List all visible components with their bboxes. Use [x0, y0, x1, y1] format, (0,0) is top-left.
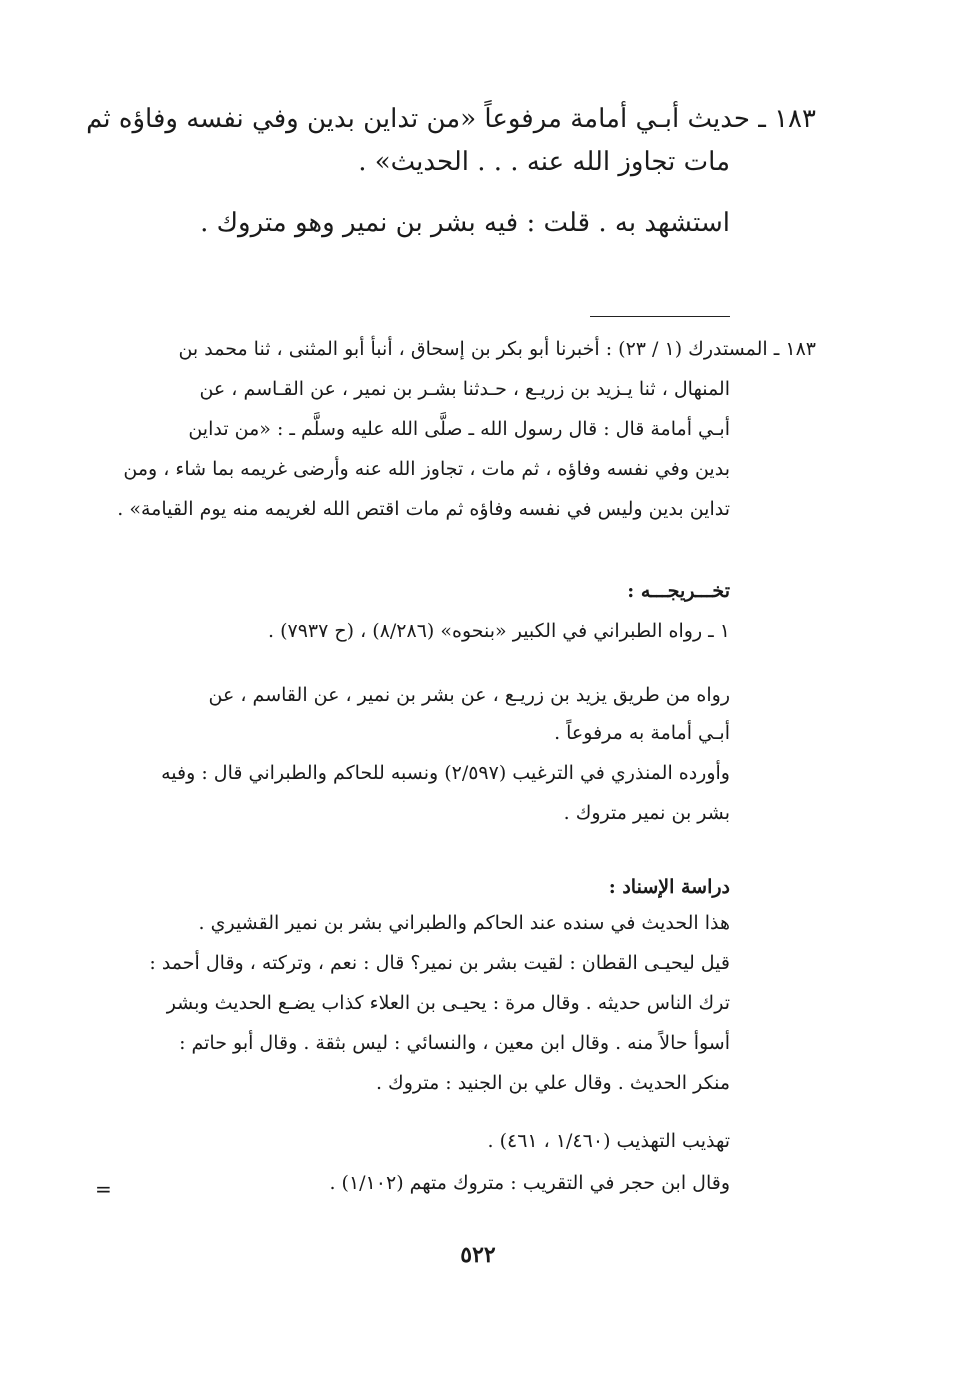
- takhrij-paragraph-2-line-1: وأورده المنذري في الترغيب (٢/٥٩٧) ونسبه للحاكم والطبراني قال : وفيه: [161, 762, 730, 784]
- isnad-line-5: منكر الحديث . وقال علي بن الجنيد : متروك .: [375, 1072, 730, 1094]
- isnad-reference-2: وقال ابن حجر في التقريب : متروك متهم (١/١٠٢) .: [329, 1172, 730, 1194]
- isnad-reference-1: تهذيب التهذيب (١/٤٦٠ ، ٤٦١) .: [487, 1130, 730, 1152]
- takhrij-heading: تخـــريجـــه :: [627, 580, 730, 602]
- isnad-heading: دراسة الإسناد :: [608, 876, 730, 898]
- footnote-line-2: المنهال ، ثنا يـزيد بن زريـع ، حـدثنا بشـر بن نمير ، عن القـاسم ، عن: [199, 378, 730, 400]
- isnad-line-3: ترك الناس حديثه . وقال مرة : يحيـى بن العلاء كذاب يضـع الحديث وبشر: [166, 992, 730, 1014]
- main-entry-line-2: مات تجاوز الله عنه . . . الحديث» .: [358, 147, 730, 177]
- takhrij-paragraph-1-line-2: أبـي أمامة به مرفوعاً .: [554, 722, 730, 744]
- footnote-line-1: ١٨٣ ـ المستدرك (١ / ٢٣) : أخبرنا أبو بكر بن إسحاق ، أنبأ أبو المثنى ، ثنا محمد بن: [178, 338, 816, 360]
- isnad-line-4: أسوأ حالاً منه . وقال ابن معين ، والنسائي : ليس بثقة . وقال أبو حاتم :: [179, 1032, 730, 1054]
- isnad-line-1: هذا الحديث في سنده عند الحاكم والطبراني بشر بن نمير القشيري .: [198, 912, 730, 934]
- takhrij-item-1: ١ ـ رواه الطبراني في الكبير «بنحوه» (٨/٢٨٦) ، (ح ٧٩٣٧) .: [268, 620, 730, 642]
- main-entry-line-1: ١٨٣ ـ حديث أبـي أمامة مرفوعاً «من تداين بدين وفي نفسه وفاؤه ثم: [86, 104, 816, 134]
- main-entry-comment: استشهد به . قلت : فيه بشر بن نمير وهو متروك .: [200, 208, 730, 238]
- page-number: ٥٢٢: [460, 1242, 496, 1268]
- isnad-line-2: قيل ليحيـى القطان : لقيت بشر بن نمير؟ قال : نعم ، وتركته ، وقال أحمد :: [149, 952, 730, 974]
- takhrij-paragraph-1-line-1: رواه من طريق يزيد بن زريـع ، عن بشر بن نمير ، عن القاسم ، عن: [208, 684, 730, 706]
- footnote-divider: [590, 316, 730, 317]
- footnote-line-3: أبـي أمامة قال : قال رسول الله ـ صلَّى الله عليه وسلَّم ـ : «من تداين: [188, 418, 730, 440]
- footnote-line-4: بدين وفي نفسه وفاؤه ، ثم مات ، تجاوز الله عنه وأرضى غريمه بما شاء ، ومن: [123, 458, 730, 480]
- continuation-mark: =: [95, 1177, 112, 1201]
- takhrij-paragraph-2-line-2: بشر بن نمير متروك .: [563, 802, 730, 824]
- footnote-line-5: تداين بدين وليس في نفسه وفاؤه ثم مات اقتص الله لغريمه منه يوم القيامة» .: [117, 498, 730, 520]
